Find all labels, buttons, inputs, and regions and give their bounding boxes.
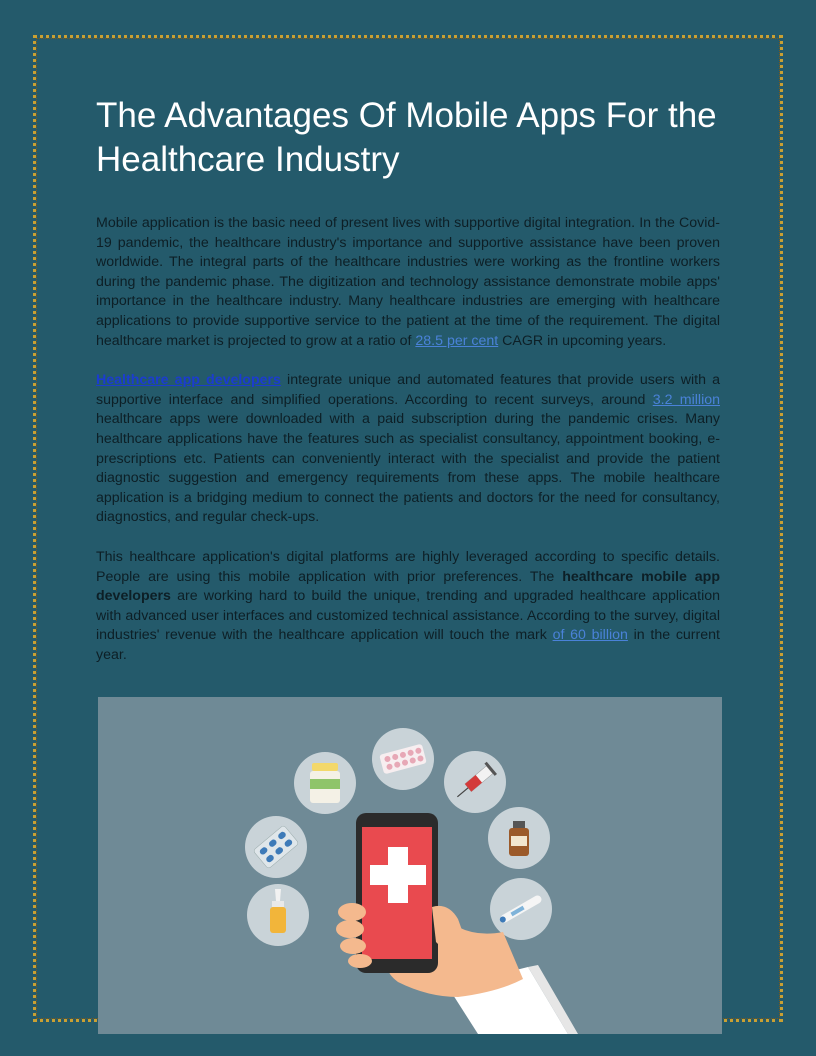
paragraph-3-tail: in the current year. [96, 627, 720, 663]
paragraph-2-text-b: healthcare apps were downloaded with a paid subscription during the pandemic crises. Many healthcare applications have the features such as specialist consultancy, appointment booking, e-prescriptions etc. Patients can conveniently interact with the specialist and provide the patient diagnostic suggestion and emergency requirements from these apps. The mobile healthcare application is a bridging medium to connect the patients and doctors for the need for consultancy, diagnostics, and regular check-ups. [96, 411, 720, 526]
downloads-link[interactable]: 3.2 million [652, 391, 721, 408]
blister-pack-icon [372, 728, 434, 790]
smartphone-medical-cross-icon [356, 813, 438, 973]
article [96, 94, 720, 665]
paragraph-1-tail: CAGR in upcoming years. [498, 332, 667, 349]
article-title: The Advantages Of Mobile Apps For the Healthcare Industry [96, 96, 717, 179]
paragraph-3-text-a: This healthcare application's digital platforms are highly leveraged according to specific details. People are using this mobile application with prior preferences. The [96, 548, 720, 585]
cagr-link[interactable]: 28.5 per cent [415, 332, 499, 349]
syringe-icon [444, 751, 506, 813]
illustration-svg [98, 697, 722, 1034]
pill-bottle-icon [294, 752, 356, 814]
paragraph-1 [96, 214, 720, 351]
paragraph-3 [96, 548, 720, 666]
healthcare-app-developers-link[interactable]: Healthcare app developers [96, 372, 281, 389]
paragraph-2-text-a: integrate unique and automated features that provide users with a supportive interface and simplified operations. According to recent surveys, around [96, 372, 720, 408]
healthcare-illustration [98, 697, 722, 1034]
thermometer-icon [490, 878, 552, 940]
revenue-link[interactable]: of 60 billion [552, 627, 628, 644]
paragraph-3-bold: healthcare mobile app developers [96, 568, 720, 605]
capsule-strip-icon [245, 816, 307, 878]
paragraph-3-text-b: are working hard to build the unique, trending and upgraded healthcare application with advanced user interfaces and customized technical assistance. According to the survey, digital industries' revenue with the healthcare application will touch the mark [96, 588, 720, 644]
medicine-bottle-icon [488, 807, 550, 869]
paragraph-2 [96, 371, 720, 528]
nasal-spray-icon [247, 884, 309, 946]
paragraph-1-text: Mobile application is the basic need of present lives with supportive digital integration. In the Covid-19 pandemic, the healthcare industry's importance and supportive assistance have been proven worldwide. The integral parts of the healthcare industries were working as the frontline workers during the pandemic phase. The digitization and technology assistance demonstrate mobile apps' importance in the healthcare industry. Many healthcare industries are emerging with healthcare applications to provide supportive service to the patient at the time of the requirement. The digital healthcare market is projected to grow at a ratio of [96, 215, 720, 349]
